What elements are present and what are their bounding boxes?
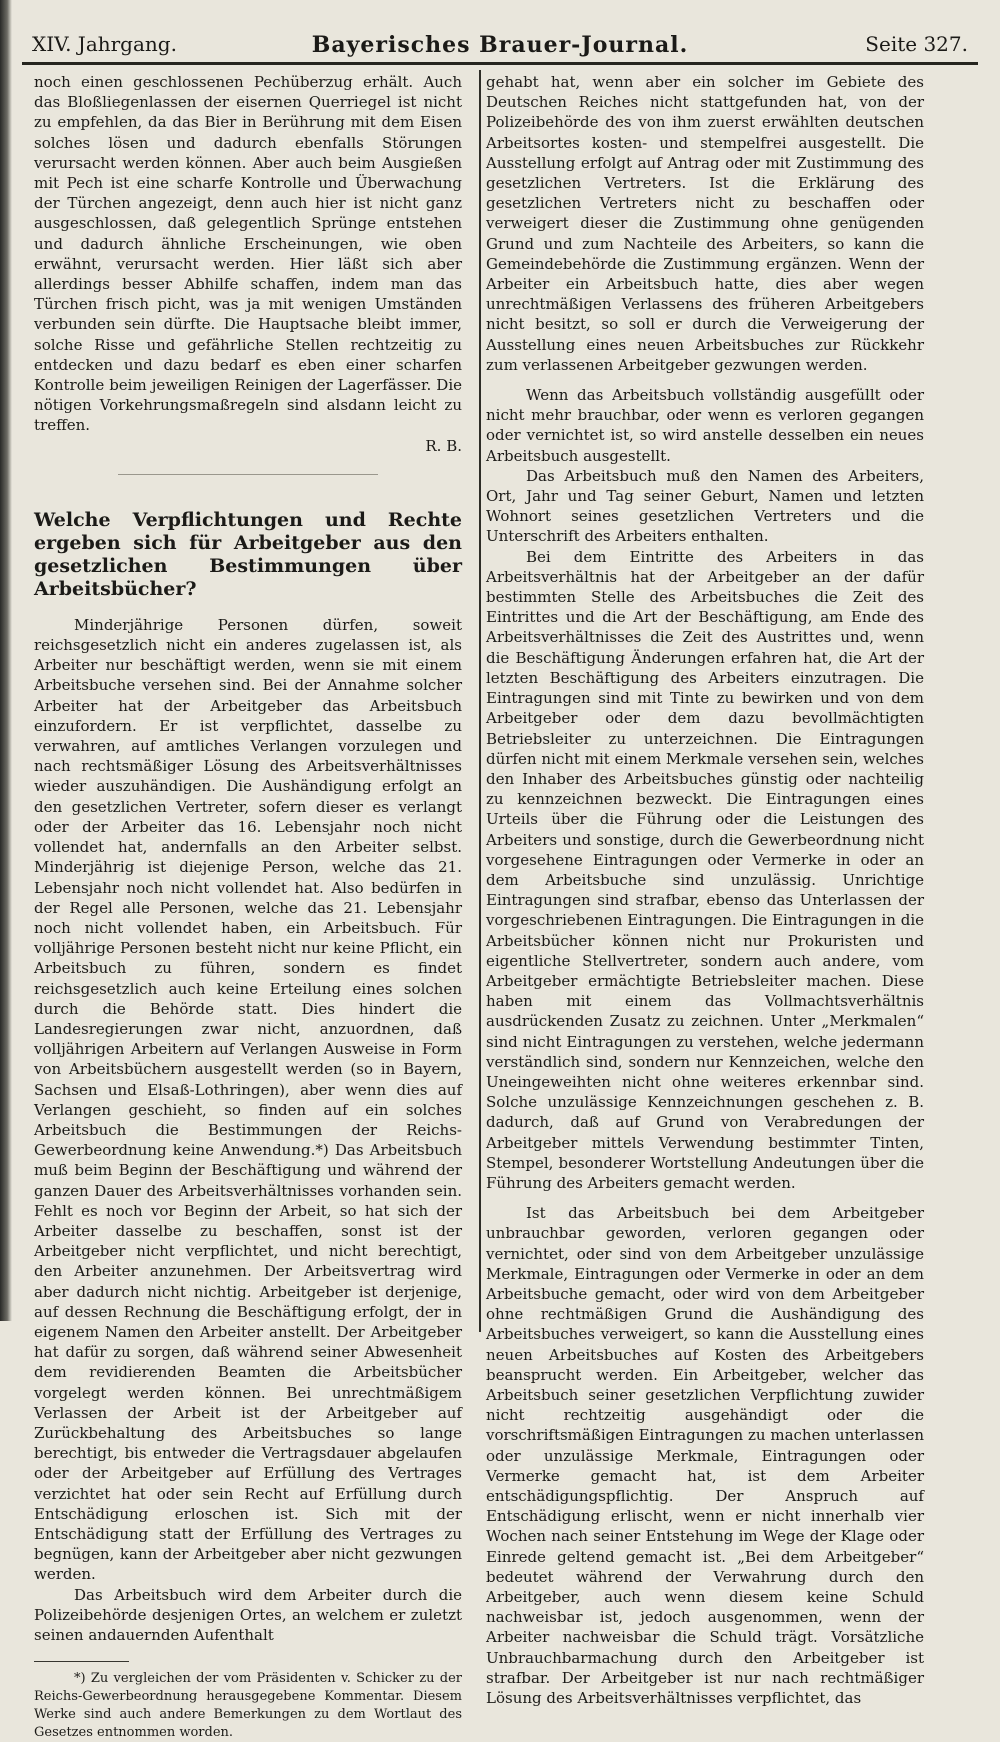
page-number: Seite 327. bbox=[865, 32, 968, 56]
left-column bbox=[34, 72, 462, 1742]
header-divider bbox=[22, 62, 978, 65]
article-paragraph: gehabt hat, wenn aber ein solcher im Gebiete des Deutschen Reiches nicht stattgefunden hat, von der Polizeibehörde des von ihm zuerst erwählten deutschen Arbeitsortes kosten- und stempelfrei ausgestellt. Die Ausstellung erfolgt auf Antrag oder mit Zustimmung des gesetzlichen Vertreters. Ist die Erklärung des gesetzlichen Vertreters nicht zu beschaffen oder verweigert dieser die Zustimmung ohne genügenden Grund und zum Nachteile des Arbeiters, so kann die Gemeindebehörde die Zustimmung ergänzen. Wenn der Arbeiter ein Arbeitsbuch hatte, dies aber wegen unrechtmäßigen Verlassens des früheren Arbeitgebers nicht besitzt, so soll er durch die Verweigerung der Ausstellung eines neuen Arbeitsbuches zur Rückkehr zum verlassenen Arbeitgeber gezwungen werden. bbox=[486, 73, 924, 374]
volume-label: XIV. Jahrgang. bbox=[32, 32, 177, 56]
article-paragraph: Wenn das Arbeitsbuch vollständig ausgefüllt oder nicht mehr brauchbar, oder wenn es verloren gegangen oder vernichtet ist, so wird anstelle desselben ein neues Arbeitsbuch ausgestellt. bbox=[486, 386, 924, 465]
column-divider bbox=[479, 70, 481, 1332]
journal-title: Bayerisches Brauer-Journal. bbox=[311, 32, 689, 58]
article-paragraph: Ist das Arbeitsbuch bei dem Arbeitgeber unbrauchbar geworden, verloren gegangen oder vernichtet, oder sind von dem Arbeitgeber unzulässige Merkmale, Eintragungen oder Vermerke in oder an dem Arbeitsbuche gemacht, oder wird von dem Arbeitgeber ohne rechtmäßigen Grund die Aushändigung des Arbeitsbuches verweigert, so kann die Ausstellung eines neuen Arbeitsbuches auf Kosten des Arbeitgebers beansprucht werden. Ein Arbeitgeber, welcher das Arbeitsbuch seiner gesetzlichen Verpflichtung zuwider nicht rechtzeitig ausgehändigt oder die vorschriftsmäßigen Eintragungen zu machen unterlassen oder unzulässige Merkmale, Eintragungen oder Vermerke gemacht hat, ist dem Arbeiter entschädigungspflichtig. Der Anspruch auf Entschädigung erlischt, wenn er nicht innerhalb vier Wochen nach seiner Entstehung im Wege der Klage oder Einrede geltend gemacht ist. „Bei dem Arbeitgeber“ bedeutet während der Verwahrung durch den Arbeitgeber, auch wenn diesem keine Schuld nachweisbar ist, jedoch ausgenommen, wenn der Arbeiter nachweisbar die Schuld trägt. Vorsätzliche Unbrauchbarmachung durch den Arbeitgeber ist strafbar. Der Arbeitgeber ist nur nach rechtmäßiger Lösung des Arbeitsverhältnisses verpflichtet, das bbox=[486, 1204, 924, 1708]
author-signature: R. B. bbox=[425, 436, 462, 455]
article-paragraph: Das Arbeitsbuch muß den Namen des Arbeiters, Ort, Jahr und Tag seiner Geburt, Namen und letzten Wohnort seines gesetzlichen Vertreters und die Unterschrift des Arbeiters enthalten. bbox=[486, 466, 924, 546]
article-paragraph: Bei dem Eintritte des Arbeiters in das Arbeitsverhältnis hat der Arbeitgeber an der dafür bestimmten Stelle des Arbeitsbuches die Zeit des Eintrittes und die Art der Beschäftigung, am Ende des Arbeitsverhältnisses die Zeit des Austrittes und, wenn die Beschäftigung Änderungen erfahren hat, die Art der letzten Beschäftigung des Arbeiters einzutragen. Die Eintragungen sind mit Tinte zu bewirken und von dem Arbeitgeber oder dem dazu bevollmächtigten Betriebsleiter zu unterzeichnen. Die Eintragungen dürfen nicht mit einem Merkmale versehen sein, welches den Inhaber des Arbeitsbuches günstig oder nachteilig zu kennzeichnen bezweckt. Die Eintragungen eines Urteils über die Führung oder die Leistungen des Arbeiters und sonstige, durch die Gewerbeordnung nicht vorgesehene Eintragungen oder Vermerke in oder an dem Arbeitsbuche sind unzulässig. Unrichtige Eintragungen sind strafbar, ebenso das Unterlassen der vorgeschriebenen Eintragungen. Die Eintragungen in die Arbeitsbücher können nicht nur Prokuristen und eigentliche Stellvertreter, sondern auch andere, vom Arbeitgeber ermächtigte Betriebsleiter machen. Diese haben mit einem das Vollmachtsverhältnis ausdrückenden Zusatz zu zeichnen. Unter „Merkmalen“ sind nicht Eintragungen zu verstehen, welche jedermann verständlich sind, sondern nur Kennzeichen, welche den Uneingeweihten nicht ohne weiteres erkennbar sind. Solche unzulässige Kennzeichnungen geschehen z. B. dadurch, daß auf Grund von Verabredungen der Arbeitgeber mittels Verwendung bestimmter Tinten, Stempel, besonderer Wortstellung Andeutungen über die Führung des Arbeiters gemacht werden. bbox=[486, 547, 924, 1192]
footnote: *) Zu vergleichen der vom Präsidenten v. Schicker zu der Reichs-Gewerbeordnung herausgegebene Kommentar. Diesem Werke sind auch andere Bemerkungen zu dem Wortlaut des Gesetzes entnommen worden. bbox=[34, 1671, 462, 1741]
article-paragraph: Minderjährige Personen dürfen, soweit reichsgesetzlich nicht ein anderes zugelassen ist, als Arbeiter nur beschäftigt werden, wenn sie mit einem Arbeitsbuche versehen sind. Bei der Annahme solcher Arbeiter hat der Arbeitgeber das Arbeitsbuch einzufordern. Er ist verpflichtet, dasselbe zu verwahren, auf amtliches Verlangen vorzulegen und nach rechtsmäßiger Lösung des Arbeitsverhältnisses wieder auszuhändigen. Die Aushändigung erfolgt an den gesetzlichen Vertreter, sofern dieser es verlangt oder der Arbeiter das 16. Lebensjahr noch nicht vollendet hat, andernfalls an den Arbeiter selbst. Minderjährig ist diejenige Person, welche das 21. Lebensjahr noch nicht vollendet hat. Also bedürfen in der Regel alle Personen, welche das 21. Lebensjahr noch nicht vollendet haben, ein Arbeitsbuch. Für volljährige Personen besteht nicht nur keine Pflicht, ein Arbeitsbuch zu führen, sondern es findet reichsgesetzlich auch keine Erteilung eines solchen durch die Behörde statt. Dies hindert die Landesregierungen zwar nicht, anzuordnen, daß volljährigen Arbeitern auf Verlangen Ausweise in Form von Arbeitsbüchern ausgestellt werden (so in Bayern, Sachsen und Elsaß-Lothringen), aber wenn dies auf Verlangen geschieht, so finden auf ein solches Arbeitsbuch die Bestimmungen der Reichs-Gewerbeordnung keine Anwendung.*) Das Arbeitsbuch muß beim Beginn der Beschäftigung und während der ganzen Dauer des Arbeitsverhältnisses vorhanden sein. Fehlt es noch vor Beginn der Arbeit, so hat sich der Arbeiter dasselbe zu beschaffen, sonst ist der Arbeitgeber nicht verpflichtet, und nicht berechtigt, den Arbeiter anzunehmen. Der Arbeitsvertrag wird aber dadurch nicht nichtig. Arbeitgeber ist derjenige, auf dessen Rechnung die Beschäftigung erfolgt, der in eigenem Namen den Arbeiter anstellt. Der Arbeitgeber hat dafür zu sorgen, daß während seiner Abwesenheit dem revidierenden Beamten die Arbeitsbücher vorgelegt werden können. Bei unrechtmäßigem Verlassen der Arbeit ist der Arbeitgeber auf Zurückbehaltung des Arbeitsbuches so lange berechtigt, bis entweder die Vertragsdauer abgelaufen oder der Arbeitgeber auf Erfüllung des Vertrages verzichtet hat oder sein Recht auf Erfüllung durch Entschädigung erloschen ist. Sich mit der Entschädigung statt der Erfüllung des Vertrages zu begnügen, kann der Arbeitgeber aber nicht gezwungen werden. bbox=[34, 615, 462, 1584]
right-column bbox=[486, 72, 924, 1708]
article-continuation-text: noch einen geschlossenen Pechüberzug erhält. Auch das Bloßliegenlassen der eisernen Querriegel ist nicht zu empfehlen, da das Bier in Berührung mit dem Eisen solches lösen und dadurch ebenfalls Störungen verursacht werden können. Aber auch beim Ausgießen mit Pech ist eine scharfe Kontrolle und Überwachung der Türchen angezeigt, denn auch hier ist nicht ganz ausgeschlossen, daß gelegentlich Sprünge entstehen und dadurch ähnliche Erscheinungen, wie oben erwähnt, verursacht werden. Hier läßt sich aber allerdings besser Abhilfe schaffen, indem man das Türchen frisch picht, was ja mit wenigen Umständen verbunden sein dürfte. Die Hauptsache bleibt immer, solche Risse und gefährliche Stellen rechtzeitig zu entdecken und dazu bedarf es eben einer scharfen Kontrolle beim jeweiligen Reinigen der Lagerfässer. Die nötigen Vorkehrungsmaßregeln sind alsdann leicht zu treffen. bbox=[34, 73, 462, 435]
article-heading: Welche Verpflichtungen und Rechte ergeben sich für Arbeitgeber aus den gesetzlichen Bestimmungen über Arbeitsbücher? bbox=[34, 508, 462, 600]
footnote-divider bbox=[34, 1661, 129, 1662]
section-divider bbox=[118, 474, 378, 475]
article-paragraph: Das Arbeitsbuch wird dem Arbeiter durch die Polizeibehörde desjenigen Ortes, an welchem er zuletzt seinen andauernden Aufenthalt bbox=[34, 1585, 462, 1645]
scan-edge-shadow bbox=[0, 0, 12, 1321]
